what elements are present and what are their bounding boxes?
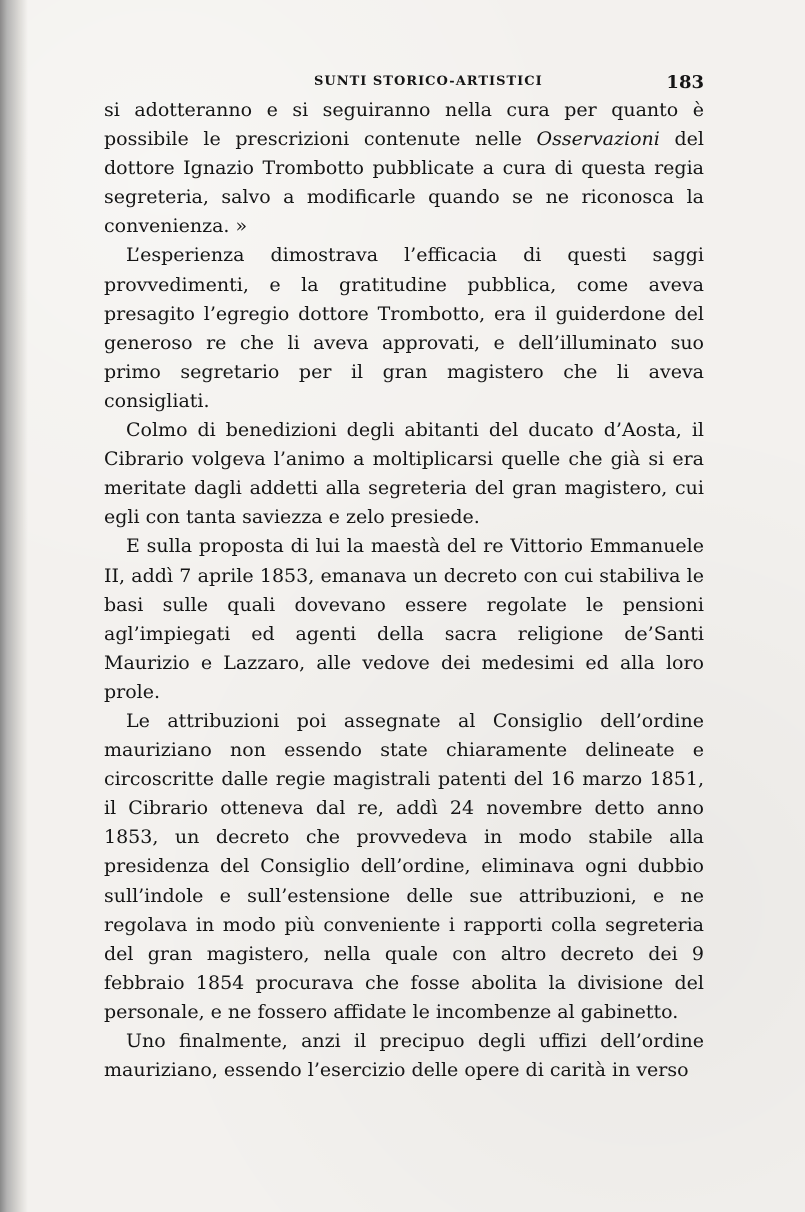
- running-head: SUNTI STORICO-ARTISTICI: [314, 74, 543, 89]
- page-number: 183: [666, 72, 704, 93]
- italic-title: Osservazioni: [536, 128, 660, 151]
- binding-shadow: [0, 0, 28, 1212]
- paragraph-2: L’esperienza dimostrava l’efficacia di questi saggi provvedimenti, e la gratitudine pubblica, come aveva presagito l’egregio dottore Trombotto, era il guiderdone del generoso re che li aveva approvati, e dell’illuminato suo primo segretario per il gran magistero che li aveva consigliati.: [104, 244, 704, 412]
- paragraph-5: Le attribuzioni poi assegnate al Consiglio dell’ordine mauriziano non essendo state chiaramente delineate e circoscritte dalle regie magistrali patenti del 16 marzo 1851, il Cibrario otteneva dal re, addì 24 novembre detto anno 1853, un decreto che provvedeva in modo stabile alla presidenza del Consiglio dell’ordine, eliminava ogni dubbio sull’indole e sull’estensione delle sue attribuzioni, e ne regolava in modo più conveniente i rapporti colla segreteria del gran magistero, nella quale con altro decreto dei 9 febbraio 1854 procurava che fosse abolita la divisione del personale, e ne fossero affidate le incombenze al gabinetto.: [104, 709, 704, 1023]
- paragraph-4: E sulla proposta di lui la maestà del re Vittorio Emmanuele II, addì 7 aprile 1853, emanava un decreto con cui stabiliva le basi sulle quali dovevano essere regolate le pensioni agl’impiegati ed agenti della sacra religione de’Santi Maurizio e Lazzaro, alle vedove dei medesimi ed alla loro prole.: [104, 535, 704, 703]
- paragraph-1-after: del dottore Ignazio Trombotto pubblicate a cura di questa regia segreteria, salvo a modificarle quando se ne riconosca la convenienza. »: [104, 128, 704, 238]
- paragraph-3: Colmo di benedizioni degli abitanti del ducato d’Aosta, il Cibrario volgeva l’animo a moltiplicarsi quelle che già si era meritate dagli addetti alla segreteria del gran magistero, cui egli con tanta saviezza e zelo presiede.: [104, 419, 704, 529]
- paragraph-1-before: si adotteranno e si seguiranno nella cura per quanto è possibile le prescrizioni contenute nelle: [104, 99, 704, 151]
- paragraph-6: Uno finalmente, anzi il precipuo degli uffizi dell’ordine mauriziano, essendo l’esercizio delle opere di carità in verso: [104, 1030, 704, 1082]
- paragraph-1: [104, 96, 704, 241]
- page-header: [102, 64, 704, 94]
- page-body: [104, 96, 704, 1085]
